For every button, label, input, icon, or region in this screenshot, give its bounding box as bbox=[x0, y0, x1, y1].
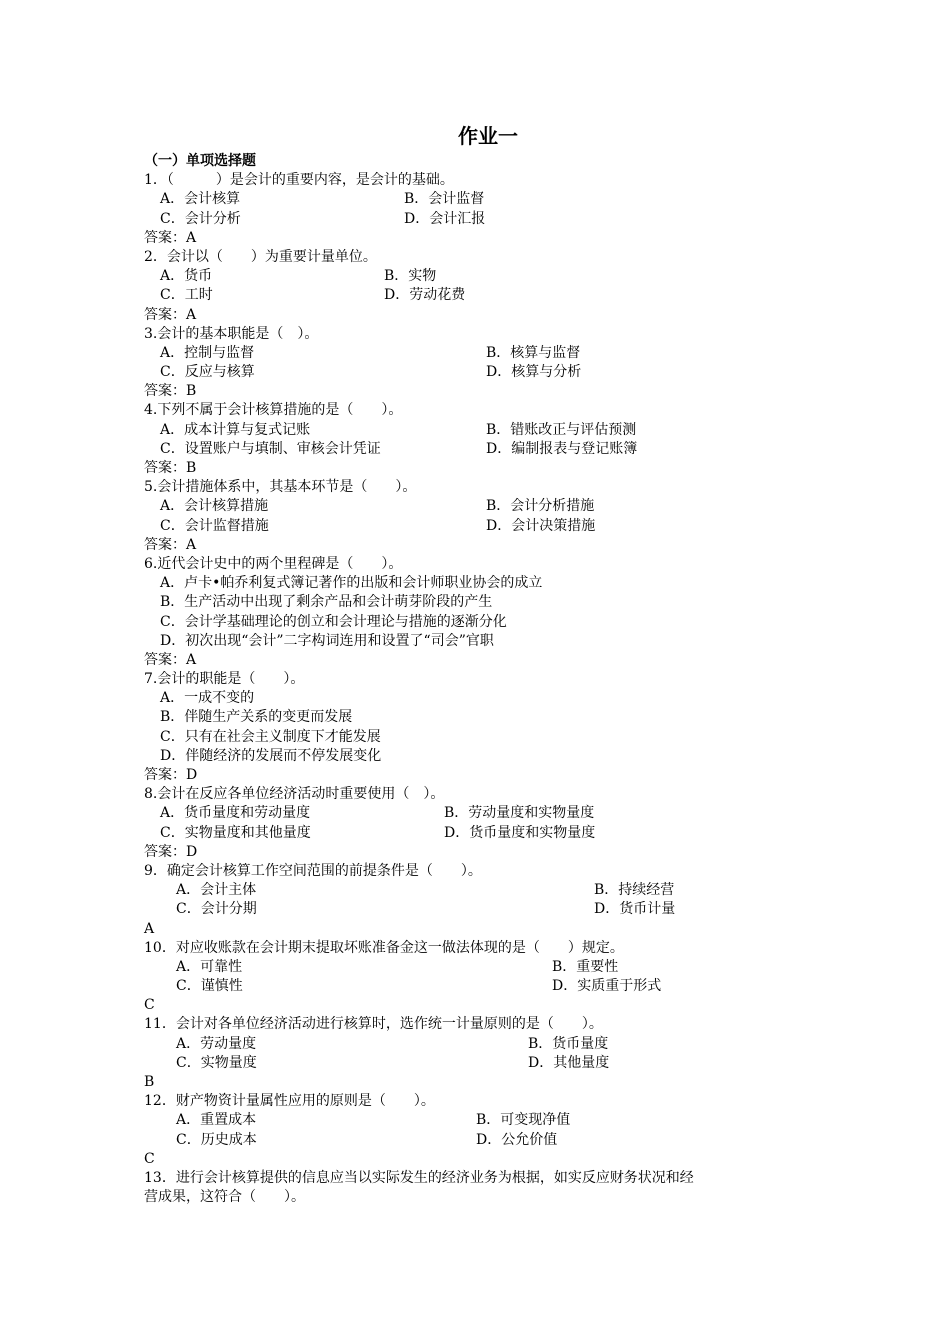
answer-option: D．其他量度 bbox=[528, 1054, 610, 1071]
answer-option: B．实物 bbox=[384, 268, 437, 285]
section-heading: （一）单项选择题 bbox=[144, 153, 256, 169]
answer-option: B．生产活动中出现了剩余产品和会计萌芽阶段的产生 bbox=[160, 594, 493, 611]
answer-option: D．货币量度和实物量度 bbox=[444, 824, 596, 841]
answer-option: D．伴随经济的发展而不停发展变化 bbox=[160, 747, 382, 764]
option-row bbox=[144, 824, 824, 843]
answer-option: C．设置账户与填制、审核会计凭证 bbox=[160, 440, 381, 457]
answer-key: 答案：B bbox=[144, 383, 197, 400]
question-item bbox=[144, 325, 824, 402]
option-row bbox=[144, 1054, 824, 1073]
answer-option: C．会计监督措施 bbox=[160, 517, 269, 534]
option-row bbox=[144, 689, 824, 708]
question-stem: 9．确定会计核算工作空间范围的前提条件是（ ）。 bbox=[144, 862, 482, 879]
question-stem: 4.下列不属于会计核算措施的是（ ）。 bbox=[144, 402, 403, 419]
question-stem: 12．财产物资计量属性应用的原则是（ ）。 bbox=[144, 1093, 435, 1110]
question-stem: 13．进行会计核算提供的信息应当以实际发生的经济业务为根据，如实反应财务状况和经 bbox=[144, 1169, 694, 1186]
option-row bbox=[144, 881, 824, 900]
answer-option: C．会计学基础理论的创立和会计理论与措施的逐渐分化 bbox=[160, 613, 507, 630]
answer-option: B．持续经营 bbox=[594, 882, 675, 899]
option-row bbox=[144, 613, 824, 632]
answer-option: D．会计决策措施 bbox=[486, 517, 596, 534]
answer-option: A．控制与监督 bbox=[160, 344, 255, 361]
answer-key: 答案：A bbox=[144, 306, 197, 323]
answer-option: D．劳动花费 bbox=[384, 287, 466, 304]
answer-key: C bbox=[144, 997, 155, 1014]
answer-option: A．会计主体 bbox=[176, 882, 257, 899]
option-row bbox=[144, 708, 824, 727]
answer-option: B．错账改正与评估预测 bbox=[486, 421, 637, 438]
answer-key: 答案：D bbox=[144, 767, 198, 783]
option-row bbox=[144, 574, 824, 593]
option-row bbox=[144, 190, 824, 209]
answer-option: C．谨慎性 bbox=[176, 978, 243, 995]
question-item bbox=[144, 670, 824, 785]
answer-key: 答案：A bbox=[144, 229, 197, 246]
option-row bbox=[144, 1111, 824, 1130]
question-stem: 1．（ ）是会计的重要内容，是会计的基础。 bbox=[144, 172, 454, 189]
option-row bbox=[144, 1035, 824, 1054]
answer-option: D．实质重于形式 bbox=[552, 978, 662, 995]
answer-option: B．重要性 bbox=[552, 958, 619, 975]
option-row bbox=[144, 804, 824, 823]
answer-option: A．会计核算 bbox=[160, 191, 241, 208]
question-stem: 10．对应收账款在会计期末提取坏账准备金这一做法体现的是（ ）规定。 bbox=[144, 939, 624, 956]
question-stem: 8.会计在反应各单位经济活动时重要使用（ ）。 bbox=[144, 786, 445, 803]
option-row bbox=[144, 267, 824, 286]
question-stem: 11．会计对各单位经济活动进行核算时，选作统一计量原则的是（ ）。 bbox=[144, 1016, 603, 1033]
answer-option: A．重置成本 bbox=[176, 1112, 257, 1129]
answer-key: 答案：B bbox=[144, 460, 197, 476]
answer-option: B．可变现净值 bbox=[476, 1112, 571, 1129]
question-item bbox=[144, 1092, 824, 1169]
option-row bbox=[144, 632, 824, 651]
answer-option: D．编制报表与登记账簿 bbox=[486, 440, 638, 457]
question-stem: 6.近代会计史中的两个里程碑是（ ）。 bbox=[144, 555, 403, 572]
question-stem-continued: 营成果，这符合（ ）。 bbox=[144, 1189, 305, 1206]
question-item bbox=[144, 939, 824, 1016]
answer-key: 答案：A bbox=[144, 536, 197, 553]
question-item bbox=[144, 171, 824, 248]
answer-key: A bbox=[144, 920, 155, 937]
option-row bbox=[144, 440, 824, 459]
option-row bbox=[144, 210, 824, 229]
question-item bbox=[144, 555, 824, 670]
answer-option: C．历史成本 bbox=[176, 1131, 257, 1148]
answer-option: C．只有在社会主义制度下才能发展 bbox=[160, 728, 381, 745]
answer-option: C．会计分期 bbox=[176, 901, 257, 918]
option-row bbox=[144, 977, 824, 996]
answer-option: C．会计分析 bbox=[160, 210, 241, 227]
answer-key: B bbox=[144, 1074, 155, 1090]
question-item bbox=[144, 1015, 824, 1092]
answer-option: A．卢卡•帕乔利复式簿记著作的出版和会计师职业协会的成立 bbox=[160, 575, 543, 592]
answer-option: A．可靠性 bbox=[176, 958, 243, 975]
answer-option: D．核算与分析 bbox=[486, 364, 582, 381]
answer-option: B．劳动量度和实物量度 bbox=[444, 805, 595, 822]
option-row bbox=[144, 363, 824, 382]
answer-option: B．核算与监督 bbox=[486, 344, 581, 361]
answer-option: B．货币量度 bbox=[528, 1035, 609, 1052]
option-row bbox=[144, 593, 824, 612]
question-item bbox=[144, 248, 824, 325]
option-row bbox=[144, 344, 824, 363]
answer-option: B．伴随生产关系的变更而发展 bbox=[160, 709, 353, 726]
option-row bbox=[144, 421, 824, 440]
question-stem: 2．会计以（ ）为重要计量单位。 bbox=[144, 248, 377, 265]
option-row bbox=[144, 497, 824, 516]
answer-option: D．货币计量 bbox=[594, 901, 676, 918]
option-row bbox=[144, 517, 824, 536]
answer-option: A．货币量度和劳动量度 bbox=[160, 805, 311, 822]
option-row bbox=[144, 728, 824, 747]
question-item bbox=[144, 401, 824, 478]
answer-option: C．实物量度和其他量度 bbox=[160, 824, 311, 841]
answer-option: D．会计汇报 bbox=[404, 210, 486, 227]
option-row bbox=[144, 286, 824, 305]
question-item bbox=[144, 1169, 824, 1207]
answer-option: D．初次出现“会计”二字构词连用和设置了“司会”官职 bbox=[160, 632, 494, 649]
answer-option: B．会计监督 bbox=[404, 191, 485, 208]
answer-option: C．工时 bbox=[160, 287, 213, 304]
question-item bbox=[144, 785, 824, 862]
answer-option: A．一成不变的 bbox=[160, 690, 255, 707]
answer-option: A．劳动量度 bbox=[176, 1035, 257, 1052]
answer-option: A．货币 bbox=[160, 268, 213, 285]
answer-option: A．会计核算措施 bbox=[160, 498, 269, 515]
question-stem: 3.会计的基本职能是（ ）。 bbox=[144, 325, 319, 342]
answer-option: B．会计分析措施 bbox=[486, 498, 595, 515]
answer-key: C bbox=[144, 1150, 155, 1167]
answer-option: A．成本计算与复式记账 bbox=[160, 421, 311, 438]
document-page bbox=[144, 120, 824, 1207]
option-row bbox=[144, 958, 824, 977]
option-row bbox=[144, 747, 824, 766]
question-list bbox=[144, 171, 824, 1207]
question-stem: 7.会计的职能是（ ）。 bbox=[144, 671, 305, 688]
option-row bbox=[144, 900, 824, 919]
answer-key: 答案：A bbox=[144, 651, 197, 668]
option-row bbox=[144, 1131, 824, 1150]
answer-option: D．公允价值 bbox=[476, 1131, 558, 1148]
answer-key: 答案：D bbox=[144, 843, 198, 860]
question-item bbox=[144, 478, 824, 555]
answer-option: C．反应与核算 bbox=[160, 364, 255, 381]
question-item bbox=[144, 862, 824, 939]
answer-option: C．实物量度 bbox=[176, 1054, 257, 1071]
question-stem: 5.会计措施体系中，其基本环节是（ ）。 bbox=[144, 479, 417, 496]
document-title: 作业一 bbox=[458, 124, 518, 148]
